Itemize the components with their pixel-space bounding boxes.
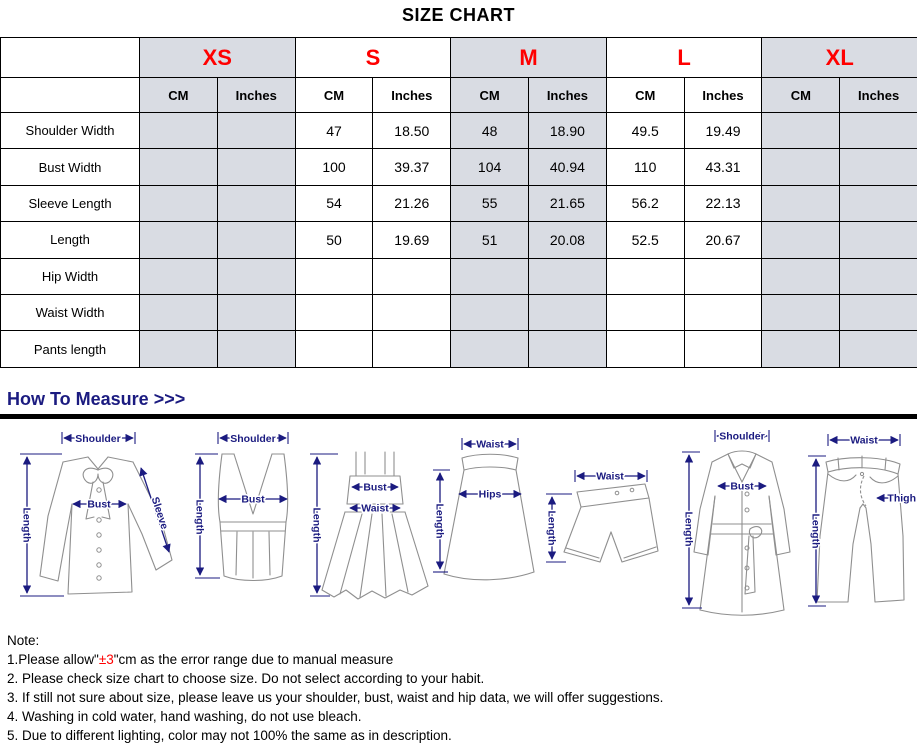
table-cell [762,222,840,258]
table-cell [840,113,917,149]
table-cell: 18.90 [529,113,607,149]
unit-header-cm: CM [451,78,529,113]
label-waist: Waist [850,434,878,447]
label-sleeve: Sleeve [148,495,171,531]
table-cell: 100 [295,149,373,185]
table-cell [840,258,917,294]
note1-post: "cm as the error range due to manual measure [113,652,394,667]
unit-header-cm: CM [606,78,684,113]
pants-diagram [808,434,916,606]
table-row-length [1,222,917,258]
table-cell [762,149,840,185]
label-waist: Waist [476,438,504,451]
unit-header-cm: CM [762,78,840,113]
table-cell [373,331,451,367]
table-cell [140,113,218,149]
table-cell: 20.67 [684,222,762,258]
table-cell: 54 [295,185,373,221]
table-cell [295,258,373,294]
table-cell [840,185,917,221]
row-label: Sleeve Length [1,185,140,221]
table-cell [140,222,218,258]
table-row-bust-width [1,149,917,185]
label-shoulder: Shoulder [230,433,276,445]
table-cell: 47 [295,113,373,149]
row-label: Shoulder Width [1,113,140,149]
table-cell: 51 [451,222,529,258]
table-cell [762,113,840,149]
unit-header-inches: Inches [217,78,295,113]
divider-line [0,414,917,419]
label-length: Length [433,503,446,539]
table-cell [373,294,451,330]
table-cell: 55 [451,185,529,221]
table-cell [373,258,451,294]
table-cell [140,185,218,221]
table-corner-cell [1,78,140,113]
notes-heading: Note: [7,633,40,648]
table-cell [140,294,218,330]
table-cell: 49.5 [606,113,684,149]
table-row-pants-length [1,331,917,367]
table-cell: 48 [451,113,529,149]
table-cell: 19.69 [373,222,451,258]
table-cell [684,258,762,294]
table-cell [840,222,917,258]
label-length: Length [193,499,206,535]
note1-pre: 1.Please allow" [7,652,99,667]
table-row-shoulder-width [1,113,917,149]
table-row-sleeve-length [1,185,917,221]
table-cell: 39.37 [373,149,451,185]
table-cell [140,258,218,294]
label-bust: Bust [730,480,754,493]
table-cell [529,258,607,294]
table-cell [140,149,218,185]
table-cell [217,113,295,149]
table-cell [529,331,607,367]
table-cell: 40.94 [529,149,607,185]
size-header-l: L [606,38,762,78]
page-title: SIZE CHART [402,5,515,25]
row-label: Hip Width [1,258,140,294]
table-cell [684,331,762,367]
size-header-row [1,38,917,78]
table-cell [217,185,295,221]
row-label: Pants length [1,331,140,367]
how-to-measure-heading: How To Measure >>> [7,389,186,409]
table-cell [295,331,373,367]
table-corner-cell [1,38,140,78]
table-cell: 56.2 [606,185,684,221]
unit-header-cm: CM [140,78,218,113]
unit-header-cm: CM [295,78,373,113]
table-row-waist-width [1,294,917,330]
table-cell [606,331,684,367]
label-length: Length [310,507,323,543]
table-cell [217,222,295,258]
label-hips: Hips [478,488,502,501]
unit-header-inches: Inches [840,78,917,113]
label-length: Length [809,513,822,549]
table-cell [840,331,917,367]
unit-header-inches: Inches [684,78,762,113]
table-cell: 43.31 [684,149,762,185]
vest-diagram [194,432,289,581]
table-cell [684,294,762,330]
table-cell [606,258,684,294]
skirt-diagram [433,438,534,580]
table-cell: 50 [295,222,373,258]
size-header-m: M [451,38,607,78]
table-cell [295,294,373,330]
size-header-xl: XL [762,38,917,78]
label-length: Length [545,510,558,546]
table-cell [451,294,529,330]
label-bust: Bust [363,481,387,494]
unit-header-inches: Inches [529,78,607,113]
note-line-4: 4. Washing in cold water, hand washing, do not use bleach. [7,709,362,724]
dress-diagram [310,452,428,599]
table-cell [140,331,218,367]
measurement-diagrams [0,424,917,634]
table-cell [762,294,840,330]
coat-diagram [682,430,790,615]
row-label: Length [1,222,140,258]
row-label: Waist Width [1,294,140,330]
table-cell [762,331,840,367]
table-cell: 21.26 [373,185,451,221]
table-cell: 110 [606,149,684,185]
label-bust: Bust [87,498,111,511]
table-cell [217,294,295,330]
note-line-2: 2. Please check size chart to choose size. Do not select according to your habit. [7,671,485,686]
size-header-s: S [295,38,451,78]
table-cell: 18.50 [373,113,451,149]
table-cell [217,149,295,185]
table-cell: 20.08 [529,222,607,258]
table-cell: 21.65 [529,185,607,221]
table-cell [529,294,607,330]
table-cell [217,331,295,367]
table-cell [606,294,684,330]
table-cell: 19.49 [684,113,762,149]
label-length: Length [20,507,33,543]
table-cell [451,331,529,367]
note-line-1 [7,650,663,669]
table-cell: 104 [451,149,529,185]
size-table [0,37,917,368]
unit-header-inches: Inches [373,78,451,113]
blouse-diagram [20,432,172,596]
row-label: Bust Width [1,149,140,185]
table-cell: 22.13 [684,185,762,221]
table-cell [451,258,529,294]
label-shoulder: Shoulder [719,430,765,443]
table-cell: 52.5 [606,222,684,258]
table-cell [762,258,840,294]
unit-header-row [1,78,917,113]
table-row-hip-width [1,258,917,294]
note1-tolerance: ±3 [98,652,114,667]
table-cell [840,149,917,185]
label-bust: Bust [241,493,265,506]
table-cell [762,185,840,221]
label-waist: Waist [596,470,624,483]
size-header-xs: XS [140,38,296,78]
label-length: Length [682,511,695,547]
table-cell [840,294,917,330]
shorts-diagram [546,470,659,562]
notes-block [7,631,663,745]
label-thigh: Thigh [887,492,916,505]
table-cell [217,258,295,294]
note-line-3: 3. If still not sure about size, please leave us your shoulder, bust, waist and hip data, we will offer suggestions. [7,690,664,705]
label-shoulder: Shoulder [75,433,121,445]
label-waist: Waist [361,502,389,515]
note-line-5: 5. Due to different lighting, color may not 100% the same as in description. [7,728,452,743]
